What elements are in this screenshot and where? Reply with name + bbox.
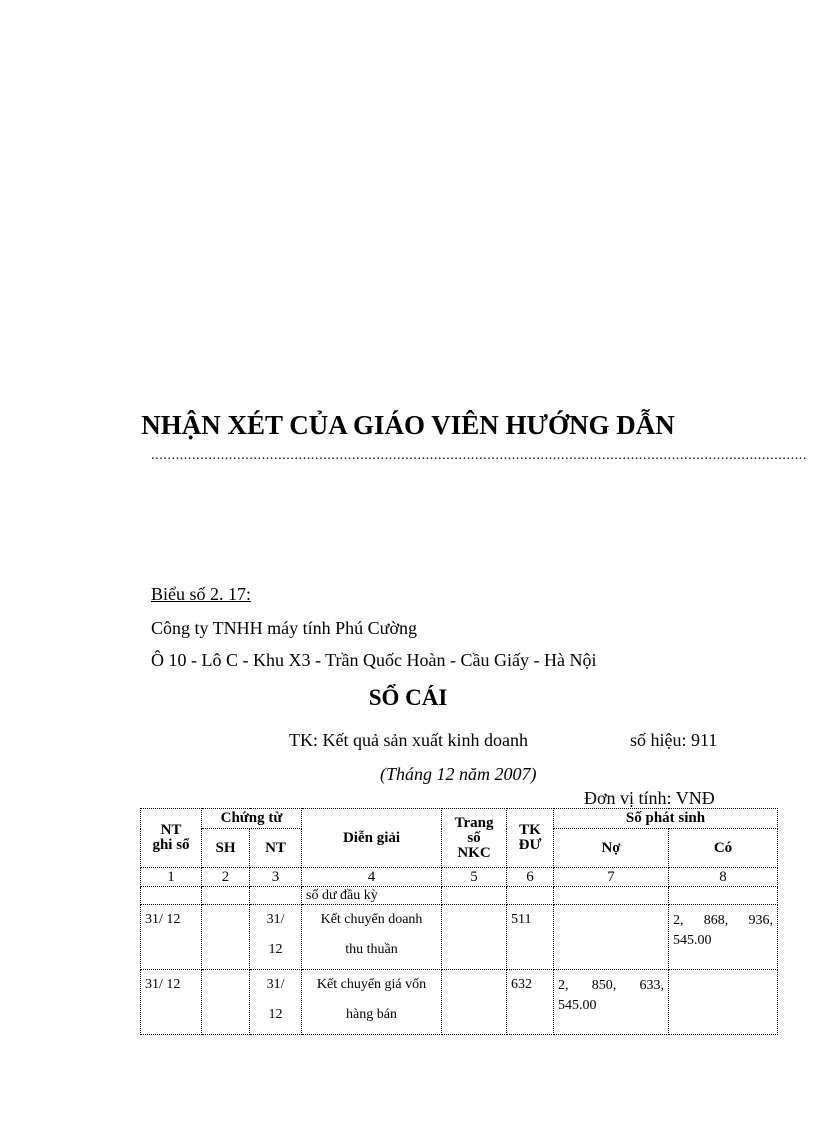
header-arising: Số phát sinh [554, 809, 778, 829]
column-index: 3 [250, 868, 302, 887]
column-index-row [141, 868, 778, 887]
column-index: 2 [202, 868, 250, 887]
column-index: 1 [141, 868, 202, 887]
currency-unit: Đơn vị tính: VNĐ [584, 788, 715, 808]
cell [554, 887, 669, 905]
form-number: Biểu số 2. 17: [151, 584, 252, 604]
row-credit [669, 970, 778, 1035]
header-date-line1: NT [160, 822, 182, 838]
header-date [141, 809, 202, 868]
account-name: TK: Kết quả sản xuất kinh doanh [289, 730, 528, 750]
row-credit: 2, 868, 936, 545.00 [669, 905, 778, 970]
row-description-line2: thu thuần [345, 942, 398, 957]
opening-balance-row [141, 887, 778, 905]
header-debit: Nợ [554, 829, 669, 868]
row-description-line1: Kết chuyển giá vốn [316, 977, 427, 992]
account-code: số hiệu: 911 [630, 730, 718, 750]
row-voucher-date-line1: 31/ [266, 977, 285, 992]
row-voucher-date-line1: 31/ [266, 912, 285, 927]
column-index: 5 [442, 868, 507, 887]
header-acc-line1: TK [519, 822, 541, 838]
row-journal-page [442, 905, 507, 970]
row-description-line1: Kết chuyển doanh [320, 912, 423, 927]
ledger-title: SỔ CÁI [368, 685, 448, 710]
cell [202, 887, 250, 905]
column-index: 4 [302, 868, 442, 887]
row-journal-page [442, 970, 507, 1035]
header-description: Diễn giải [302, 809, 442, 868]
row-voucher-no [202, 905, 250, 970]
row-contra-account: 632 [507, 970, 554, 1035]
header-page-line1: Trang [454, 814, 494, 831]
column-index: 6 [507, 868, 554, 887]
row-date: 31/ 12 [141, 970, 202, 1035]
row-debit [554, 905, 669, 970]
cell [250, 887, 302, 905]
cell [669, 887, 778, 905]
row-voucher-date-line2: 12 [268, 1007, 283, 1022]
table-row [141, 970, 778, 1035]
header-acc-line2: ĐƯ [518, 837, 542, 853]
row-date: 31/ 12 [141, 905, 202, 970]
page-heading: NHẬN XÉT CỦA GIÁO VIÊN HƯỚNG DẪN [141, 410, 675, 440]
period: (Tháng 12 năm 2007) [380, 764, 537, 784]
ledger-table [140, 808, 778, 1035]
header-contra-account [507, 809, 554, 868]
row-voucher-date [250, 970, 302, 1035]
row-voucher-date [250, 905, 302, 970]
company-name: Công ty TNHH máy tính Phú Cường [151, 618, 417, 638]
row-voucher-date-line2: 12 [268, 942, 283, 957]
row-voucher-no [202, 970, 250, 1035]
column-index: 7 [554, 868, 669, 887]
header-nt: NT [250, 829, 302, 868]
header-sh: SH [202, 829, 250, 868]
row-debit: 2, 850, 633, 545.00 [554, 970, 669, 1035]
table-row [141, 905, 778, 970]
header-page-line3: NKC [457, 844, 491, 861]
cell [442, 887, 507, 905]
header-credit: Có [669, 829, 778, 868]
row-contra-account: 511 [507, 905, 554, 970]
header-page-line2: số [467, 829, 481, 846]
row-description [302, 970, 442, 1035]
header-voucher: Chứng từ [202, 809, 302, 829]
row-description [302, 905, 442, 970]
row-description-line2: hàng bán [346, 1007, 397, 1022]
cell [507, 887, 554, 905]
dotted-line: ................................................................................................................................................................ [151, 448, 807, 463]
header-journal-page [442, 809, 507, 868]
cell [141, 887, 202, 905]
company-address: Ô 10 - Lô C - Khu X3 - Trần Quốc Hoàn - Cầu Giấy - Hà Nội [151, 650, 597, 670]
header-row [141, 809, 778, 829]
column-index: 8 [669, 868, 778, 887]
opening-balance-label: số dư đầu kỳ [302, 887, 442, 905]
header-date-line2: ghi sổ [152, 837, 190, 853]
